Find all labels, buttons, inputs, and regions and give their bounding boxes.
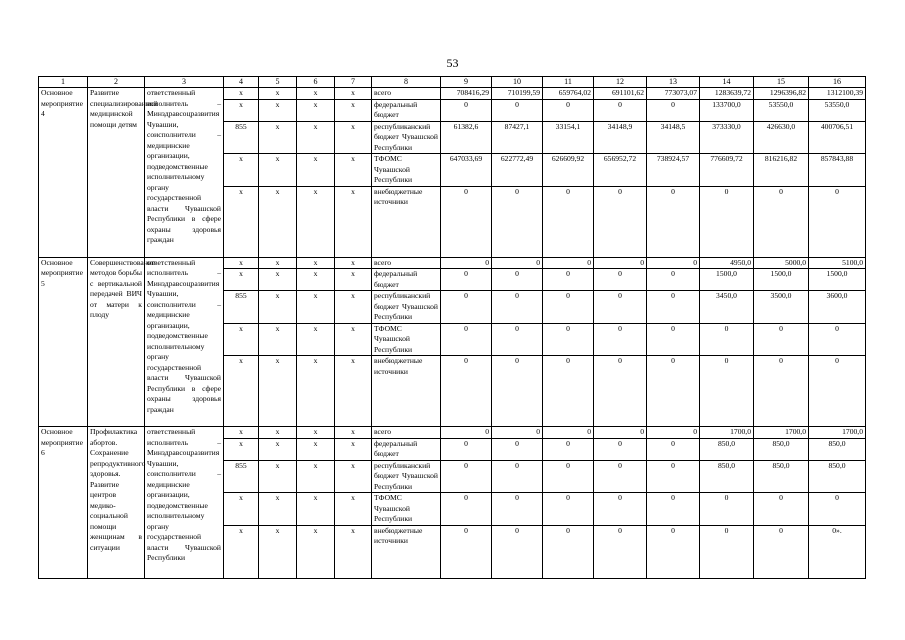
- value-cell-11: 0: [543, 257, 594, 269]
- code-cell-5: x: [259, 493, 297, 526]
- value-cell-16: 0».: [809, 525, 866, 578]
- value-cell-12: 0: [594, 257, 647, 269]
- value-cell-15: 850,0: [754, 438, 809, 460]
- code-cell-5: x: [259, 356, 297, 427]
- value-cell-10: 0: [492, 525, 543, 578]
- value-cell-13: 0: [647, 291, 700, 324]
- measure-title-cell: Развитие специализированной медицинской помощи детям: [88, 88, 145, 258]
- code-cell-6: x: [297, 121, 335, 154]
- value-cell-13: 0: [647, 460, 700, 493]
- value-cell-9: 61382,6: [441, 121, 492, 154]
- column-header-9: 9: [441, 77, 492, 88]
- code-cell-6: x: [297, 154, 335, 187]
- value-cell-12: 691101,62: [594, 88, 647, 100]
- code-cell-7: x: [335, 257, 372, 269]
- executor-cell: ответственный исполнитель – Минздравсоцразвития Чувашии, соисполнители – медицинские организации, подведомственные исполнительному органу государственной власти Чувашской Республики в сфере охраны здоровья граждан: [145, 88, 224, 258]
- value-cell-11: 0: [543, 460, 594, 493]
- code-cell-5: x: [259, 99, 297, 121]
- value-cell-10: 0: [492, 99, 543, 121]
- funding-source-cell: республиканский бюджет Чувашской Республики: [372, 460, 441, 493]
- value-cell-10: 0: [492, 460, 543, 493]
- value-cell-9: 0: [441, 99, 492, 121]
- code-cell-5: x: [259, 427, 297, 439]
- column-header-1: 1: [39, 77, 88, 88]
- value-cell-14: 4950,0: [700, 257, 754, 269]
- code-cell-7: x: [335, 525, 372, 578]
- value-cell-16: 3600,0: [809, 291, 866, 324]
- code-cell-6: x: [297, 438, 335, 460]
- value-cell-12: 0: [594, 438, 647, 460]
- code-cell-6: x: [297, 291, 335, 324]
- code-cell-4: x: [224, 323, 259, 356]
- value-cell-14: 0: [700, 323, 754, 356]
- value-cell-15: 1700,0: [754, 427, 809, 439]
- code-cell-7: x: [335, 460, 372, 493]
- code-cell-4: x: [224, 186, 259, 257]
- code-cell-5: x: [259, 438, 297, 460]
- code-cell-6: x: [297, 427, 335, 439]
- funding-source-cell: федеральный бюджет: [372, 99, 441, 121]
- value-cell-15: 850,0: [754, 460, 809, 493]
- funding-source-cell: федеральный бюджет: [372, 269, 441, 291]
- column-header-14: 14: [700, 77, 754, 88]
- value-cell-9: 0: [441, 460, 492, 493]
- funding-source-cell: республиканский бюджет Чувашской Республики: [372, 121, 441, 154]
- column-header-12: 12: [594, 77, 647, 88]
- code-cell-4: x: [224, 99, 259, 121]
- column-header-4: 4: [224, 77, 259, 88]
- value-cell-11: 0: [543, 525, 594, 578]
- code-cell-7: x: [335, 493, 372, 526]
- value-cell-10: 0: [492, 269, 543, 291]
- value-cell-13: 0: [647, 257, 700, 269]
- value-cell-13: 0: [647, 99, 700, 121]
- code-cell-6: x: [297, 460, 335, 493]
- value-cell-11: 0: [543, 493, 594, 526]
- value-cell-16: 850,0: [809, 438, 866, 460]
- value-cell-14: 0: [700, 525, 754, 578]
- value-cell-10: 0: [492, 291, 543, 324]
- value-cell-9: 0: [441, 438, 492, 460]
- measure-cell: Основное мероприятие 6: [39, 427, 88, 579]
- value-cell-12: 0: [594, 427, 647, 439]
- value-cell-16: 53550,0: [809, 99, 866, 121]
- value-cell-14: 776609,72: [700, 154, 754, 187]
- value-cell-10: 0: [492, 323, 543, 356]
- value-cell-12: 0: [594, 493, 647, 526]
- value-cell-11: 33154,1: [543, 121, 594, 154]
- value-cell-11: 0: [543, 427, 594, 439]
- code-cell-4: x: [224, 427, 259, 439]
- value-cell-13: 0: [647, 356, 700, 427]
- value-cell-11: 0: [543, 269, 594, 291]
- column-header-13: 13: [647, 77, 700, 88]
- value-cell-11: 0: [543, 99, 594, 121]
- value-cell-16: 0: [809, 356, 866, 427]
- code-cell-4: x: [224, 356, 259, 427]
- executor-cell: ответственный исполнитель – Минздравсоцразвития Чувашии, соисполнители – медицинские организации, подведомственные исполнительному органу государственной власти Чувашской Республики в сфере охраны здоровья граждан: [145, 257, 224, 427]
- value-cell-13: 0: [647, 438, 700, 460]
- value-cell-15: 53550,0: [754, 99, 809, 121]
- funding-source-cell: внебюджетные источники: [372, 356, 441, 427]
- value-cell-16: 857843,88: [809, 154, 866, 187]
- value-cell-9: 0: [441, 269, 492, 291]
- value-cell-14: 1700,0: [700, 427, 754, 439]
- code-cell-6: x: [297, 88, 335, 100]
- value-cell-14: 373330,0: [700, 121, 754, 154]
- value-cell-9: 0: [441, 356, 492, 427]
- measure-title-cell: Совершенствование методов борьбы с вертикальной передачей ВИЧ от матери к плоду: [88, 257, 145, 427]
- code-cell-6: x: [297, 186, 335, 257]
- funding-source-cell: всего: [372, 88, 441, 100]
- value-cell-13: 0: [647, 427, 700, 439]
- value-cell-11: 0: [543, 291, 594, 324]
- column-header-2: 2: [88, 77, 145, 88]
- value-cell-15: 1500,0: [754, 269, 809, 291]
- value-cell-12: 0: [594, 356, 647, 427]
- value-cell-16: 400706,51: [809, 121, 866, 154]
- code-cell-7: x: [335, 186, 372, 257]
- measure-cell: Основное мероприятие 5: [39, 257, 88, 427]
- table-row: [39, 88, 866, 100]
- funding-source-cell: ТФОМС Чувашской Республики: [372, 323, 441, 356]
- code-cell-6: x: [297, 493, 335, 526]
- value-cell-9: 0: [441, 525, 492, 578]
- funding-source-cell: всего: [372, 257, 441, 269]
- value-cell-13: 0: [647, 323, 700, 356]
- value-cell-10: 0: [492, 356, 543, 427]
- code-cell-6: x: [297, 99, 335, 121]
- value-cell-15: 1296396,82: [754, 88, 809, 100]
- value-cell-16: 1500,0: [809, 269, 866, 291]
- column-header-3: 3: [145, 77, 224, 88]
- value-cell-12: 0: [594, 99, 647, 121]
- value-cell-9: 0: [441, 186, 492, 257]
- value-cell-11: 0: [543, 186, 594, 257]
- value-cell-10: 0: [492, 493, 543, 526]
- value-cell-9: 708416,29: [441, 88, 492, 100]
- value-cell-14: 0: [700, 493, 754, 526]
- value-cell-15: 5000,0: [754, 257, 809, 269]
- table-row: [39, 427, 866, 439]
- value-cell-11: 659764,02: [543, 88, 594, 100]
- funding-source-cell: внебюджетные источники: [372, 525, 441, 578]
- value-cell-12: 0: [594, 291, 647, 324]
- code-cell-4: x: [224, 154, 259, 187]
- code-cell-7: x: [335, 291, 372, 324]
- column-header-10: 10: [492, 77, 543, 88]
- value-cell-15: 0: [754, 323, 809, 356]
- code-cell-7: x: [335, 99, 372, 121]
- value-cell-16: 0: [809, 323, 866, 356]
- value-cell-12: 656952,72: [594, 154, 647, 187]
- value-cell-13: 0: [647, 525, 700, 578]
- table-row: [39, 257, 866, 269]
- value-cell-13: 0: [647, 493, 700, 526]
- value-cell-10: 0: [492, 257, 543, 269]
- funding-source-cell: республиканский бюджет Чувашской Республики: [372, 291, 441, 324]
- value-cell-10: 0: [492, 186, 543, 257]
- code-cell-5: x: [259, 460, 297, 493]
- value-cell-15: 816216,82: [754, 154, 809, 187]
- value-cell-9: 647033,69: [441, 154, 492, 187]
- code-cell-4: x: [224, 257, 259, 269]
- value-cell-15: 0: [754, 525, 809, 578]
- code-cell-6: x: [297, 525, 335, 578]
- value-cell-10: 87427,1: [492, 121, 543, 154]
- funding-source-cell: всего: [372, 427, 441, 439]
- code-cell-4: x: [224, 525, 259, 578]
- code-cell-5: x: [259, 186, 297, 257]
- value-cell-11: 0: [543, 356, 594, 427]
- value-cell-16: 5100,0: [809, 257, 866, 269]
- code-cell-4: x: [224, 88, 259, 100]
- value-cell-16: 1700,0: [809, 427, 866, 439]
- value-cell-12: 0: [594, 525, 647, 578]
- value-cell-10: 0: [492, 427, 543, 439]
- value-cell-14: 850,0: [700, 438, 754, 460]
- value-cell-12: 0: [594, 460, 647, 493]
- code-cell-5: x: [259, 257, 297, 269]
- column-header-5: 5: [259, 77, 297, 88]
- value-cell-15: 0: [754, 356, 809, 427]
- code-cell-4: x: [224, 438, 259, 460]
- code-cell-5: x: [259, 154, 297, 187]
- funding-source-cell: ТФОМС Чувашской Республики: [372, 154, 441, 187]
- code-cell-4: 855: [224, 291, 259, 324]
- value-cell-12: 0: [594, 323, 647, 356]
- value-cell-10: 622772,49: [492, 154, 543, 187]
- program-funding-table: [38, 76, 866, 579]
- measure-cell: Основное мероприятие 4: [39, 88, 88, 258]
- value-cell-16: 0: [809, 493, 866, 526]
- code-cell-5: x: [259, 121, 297, 154]
- value-cell-14: 3450,0: [700, 291, 754, 324]
- code-cell-4: x: [224, 493, 259, 526]
- value-cell-13: 34148,5: [647, 121, 700, 154]
- value-cell-16: 1312100,39: [809, 88, 866, 100]
- code-cell-4: 855: [224, 121, 259, 154]
- code-cell-7: x: [335, 356, 372, 427]
- code-cell-5: x: [259, 291, 297, 324]
- value-cell-13: 773073,07: [647, 88, 700, 100]
- value-cell-13: 0: [647, 269, 700, 291]
- value-cell-10: 0: [492, 438, 543, 460]
- value-cell-13: 738924,57: [647, 154, 700, 187]
- code-cell-6: x: [297, 356, 335, 427]
- column-header-6: 6: [297, 77, 335, 88]
- program-funding-table-wrap: [38, 76, 866, 579]
- code-cell-6: x: [297, 269, 335, 291]
- value-cell-9: 0: [441, 493, 492, 526]
- column-header-16: 16: [809, 77, 866, 88]
- value-cell-14: 0: [700, 186, 754, 257]
- value-cell-14: 1283639,72: [700, 88, 754, 100]
- value-cell-14: 850,0: [700, 460, 754, 493]
- code-cell-7: x: [335, 154, 372, 187]
- value-cell-9: 0: [441, 323, 492, 356]
- code-cell-6: x: [297, 323, 335, 356]
- measure-title-cell: Профилактика абортов. Сохранение репродуктивного здоровья. Развитие центров медико-социальной помощи женщинам в ситуации: [88, 427, 145, 579]
- value-cell-16: 850,0: [809, 460, 866, 493]
- value-cell-14: 133700,0: [700, 99, 754, 121]
- code-cell-7: x: [335, 88, 372, 100]
- value-cell-11: 0: [543, 323, 594, 356]
- code-cell-5: x: [259, 88, 297, 100]
- code-cell-7: x: [335, 323, 372, 356]
- code-cell-5: x: [259, 525, 297, 578]
- funding-source-cell: ТФОМС Чувашской Республики: [372, 493, 441, 526]
- funding-source-cell: внебюджетные источники: [372, 186, 441, 257]
- value-cell-14: 1500,0: [700, 269, 754, 291]
- code-cell-4: 855: [224, 460, 259, 493]
- code-cell-4: x: [224, 269, 259, 291]
- code-cell-7: x: [335, 269, 372, 291]
- value-cell-10: 710199,59: [492, 88, 543, 100]
- funding-source-cell: федеральный бюджет: [372, 438, 441, 460]
- executor-cell: ответственный исполнитель – Минздравсоцразвития Чувашии, соисполнители – медицинские организации, подведомственные исполнительному органу государственной власти Чувашской Республики: [145, 427, 224, 579]
- column-header-8: 8: [372, 77, 441, 88]
- value-cell-15: 3500,0: [754, 291, 809, 324]
- value-cell-12: 0: [594, 269, 647, 291]
- code-cell-7: x: [335, 438, 372, 460]
- page-number: 53: [446, 56, 459, 70]
- value-cell-13: 0: [647, 186, 700, 257]
- code-cell-7: x: [335, 121, 372, 154]
- column-header-11: 11: [543, 77, 594, 88]
- value-cell-9: 0: [441, 291, 492, 324]
- column-header-15: 15: [754, 77, 809, 88]
- code-cell-7: x: [335, 427, 372, 439]
- value-cell-11: 0: [543, 438, 594, 460]
- value-cell-9: 0: [441, 257, 492, 269]
- value-cell-11: 626609,92: [543, 154, 594, 187]
- column-header-7: 7: [335, 77, 372, 88]
- value-cell-15: 0: [754, 493, 809, 526]
- value-cell-15: 426630,0: [754, 121, 809, 154]
- value-cell-15: 0: [754, 186, 809, 257]
- value-cell-12: 34148,9: [594, 121, 647, 154]
- value-cell-9: 0: [441, 427, 492, 439]
- code-cell-6: x: [297, 257, 335, 269]
- header-row: [39, 77, 866, 88]
- value-cell-14: 0: [700, 356, 754, 427]
- code-cell-5: x: [259, 323, 297, 356]
- value-cell-16: 0: [809, 186, 866, 257]
- code-cell-5: x: [259, 269, 297, 291]
- value-cell-12: 0: [594, 186, 647, 257]
